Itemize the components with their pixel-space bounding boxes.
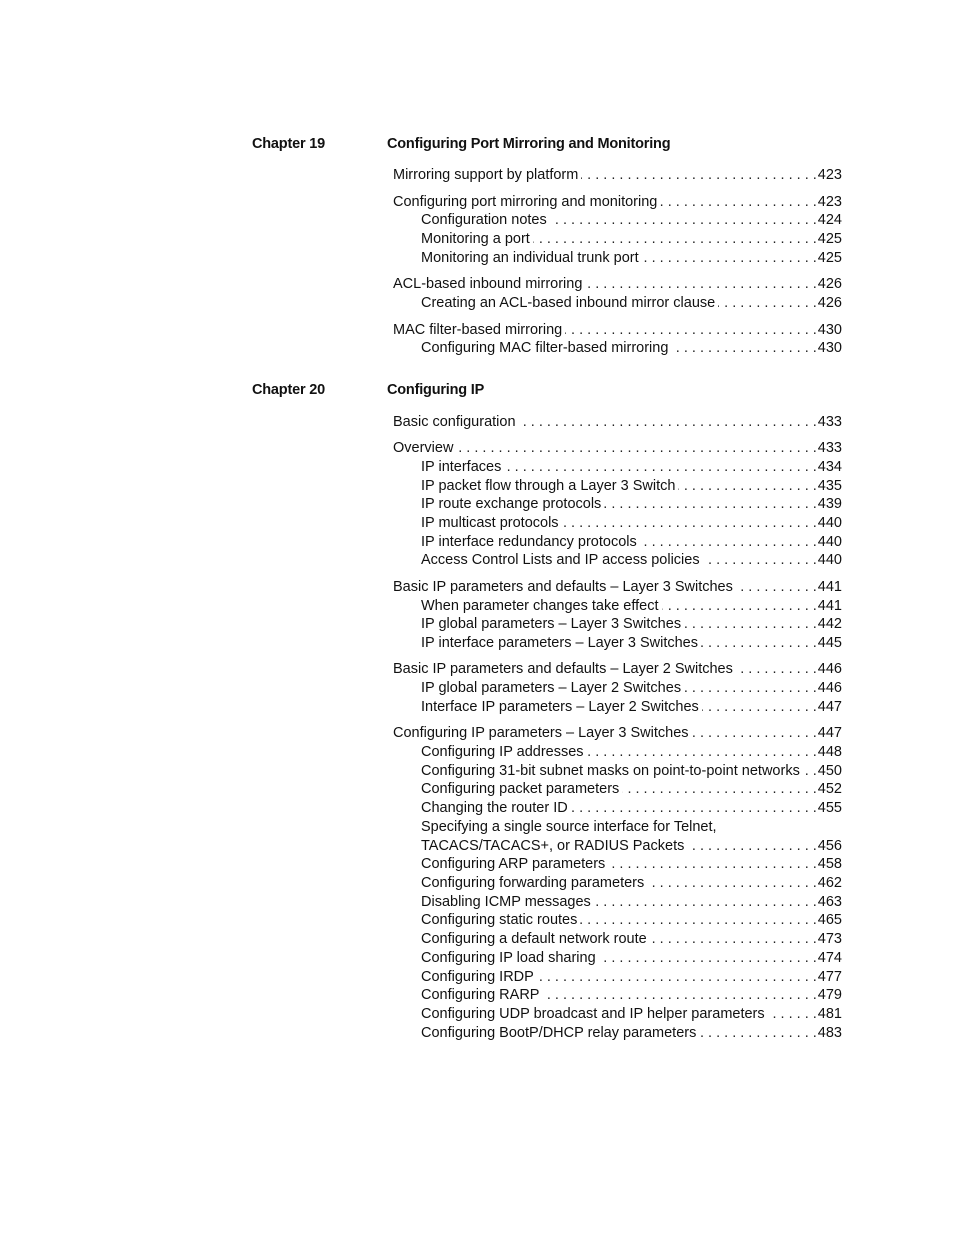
toc-leader-dots bbox=[594, 893, 817, 912]
toc-entry[interactable] bbox=[393, 413, 842, 432]
toc-page-number: 435 bbox=[817, 478, 842, 494]
toc-entry-text: IP multicast protocols bbox=[421, 515, 559, 531]
toc-leader-dots bbox=[692, 724, 817, 743]
toc-entry-text: Configuring IP parameters – Layer 3 Switches bbox=[393, 725, 689, 741]
toc-page-number: 424 bbox=[817, 212, 842, 228]
chapter-label: Chapter 20 bbox=[252, 382, 325, 398]
toc-entry[interactable] bbox=[421, 458, 842, 477]
toc-leader-dots bbox=[587, 743, 817, 762]
toc-leader-dots bbox=[585, 275, 816, 294]
toc-entry[interactable] bbox=[421, 339, 842, 358]
toc-entry[interactable] bbox=[421, 597, 842, 616]
toc-entry[interactable] bbox=[421, 930, 842, 949]
toc-entry-text: Mirroring support by platform bbox=[393, 167, 579, 183]
toc-entry-text: Configuring forwarding parameters bbox=[421, 875, 645, 891]
toc-page-number: 434 bbox=[817, 459, 842, 475]
toc-entry-text: Configuration notes bbox=[421, 212, 547, 228]
toc-page-number: 445 bbox=[817, 635, 842, 651]
toc-entry-text: IP interface parameters – Layer 3 Switches bbox=[421, 635, 698, 651]
toc-entry-text: Monitoring an individual trunk port bbox=[421, 250, 639, 266]
toc-entry-text: Configuring BootP/DHCP relay parameters bbox=[421, 1025, 697, 1041]
toc-entry[interactable] bbox=[421, 837, 842, 856]
toc-page-number: 452 bbox=[817, 781, 842, 797]
toc-entry[interactable] bbox=[393, 275, 842, 294]
toc-leader-dots bbox=[504, 458, 816, 477]
toc-leader-dots bbox=[660, 193, 816, 212]
toc-leader-dots bbox=[803, 762, 817, 781]
toc-entry[interactable] bbox=[421, 679, 842, 698]
toc-entry-text: Creating an ACL-based inbound mirror clause bbox=[421, 295, 716, 311]
toc-entry[interactable] bbox=[421, 615, 842, 634]
toc-page-number: 426 bbox=[817, 276, 842, 292]
toc-entry-text: Basic IP parameters and defaults – Layer 3 Switches bbox=[393, 579, 733, 595]
toc-leader-dots bbox=[642, 249, 817, 268]
toc-leader-dots bbox=[702, 698, 817, 717]
toc-entry-text: ACL-based inbound mirroring bbox=[393, 276, 583, 292]
toc-entry[interactable] bbox=[421, 1024, 842, 1043]
toc-entry-text: Configuring IP load sharing bbox=[421, 950, 596, 966]
toc-page-number: 442 bbox=[817, 616, 842, 632]
toc-entry[interactable] bbox=[421, 743, 842, 762]
toc-entry[interactable] bbox=[421, 634, 842, 653]
toc-page-number: 450 bbox=[817, 763, 842, 779]
toc-page-number: 440 bbox=[817, 552, 842, 568]
toc-leader-dots bbox=[640, 533, 817, 552]
toc-entry-text-continued[interactable]: Specifying a single source interface for Telnet, bbox=[421, 819, 717, 835]
toc-entry-text: IP interfaces bbox=[421, 459, 502, 475]
toc-entry-text: IP route exchange protocols bbox=[421, 496, 602, 512]
chapter-label: Chapter 19 bbox=[252, 136, 325, 152]
toc-entry-text: IP interface redundancy protocols bbox=[421, 534, 637, 550]
toc-entry-text: When parameter changes take effect bbox=[421, 598, 659, 614]
toc-page-number: 441 bbox=[817, 579, 842, 595]
toc-entry-text: Configuring static routes bbox=[421, 912, 578, 928]
toc-leader-dots bbox=[650, 930, 817, 949]
toc-entry[interactable] bbox=[421, 762, 842, 781]
toc-leader-dots bbox=[581, 166, 816, 185]
toc-page-number: 479 bbox=[817, 987, 842, 1003]
toc-page-number: 446 bbox=[817, 680, 842, 696]
toc-entry[interactable] bbox=[393, 660, 842, 679]
toc-leader-dots bbox=[599, 949, 817, 968]
toc-page-number: 483 bbox=[817, 1025, 842, 1041]
toc-page-number: 455 bbox=[817, 800, 842, 816]
toc-entry[interactable] bbox=[421, 533, 842, 552]
toc-entry-text: TACACS/TACACS+, or RADIUS Packets bbox=[421, 838, 685, 854]
toc-page-number: 447 bbox=[817, 699, 842, 715]
toc-entry-text: Configuring IRDP bbox=[421, 969, 534, 985]
toc-entry[interactable] bbox=[421, 1005, 842, 1024]
chapter-title: Configuring IP bbox=[387, 382, 485, 398]
toc-entry-text: Basic IP parameters and defaults – Layer 2 Switches bbox=[393, 661, 733, 677]
toc-entry-text: Configuring port mirroring and monitoring bbox=[393, 194, 658, 210]
toc-page-number: 447 bbox=[817, 725, 842, 741]
toc-leader-dots bbox=[533, 230, 817, 249]
toc-entry[interactable] bbox=[421, 551, 842, 570]
toc-page-number: 425 bbox=[817, 231, 842, 247]
toc-page-number: 433 bbox=[817, 440, 842, 456]
toc-leader-dots bbox=[678, 477, 816, 496]
toc-page-number: 465 bbox=[817, 912, 842, 928]
toc-leader-dots bbox=[684, 615, 817, 634]
toc-entry-text: Configuring a default network route bbox=[421, 931, 647, 947]
toc-leader-dots bbox=[703, 551, 817, 570]
toc-page-number: 481 bbox=[817, 1006, 842, 1022]
toc-entry[interactable] bbox=[421, 211, 842, 230]
toc-entry[interactable] bbox=[421, 477, 842, 496]
toc-page-number: 473 bbox=[817, 931, 842, 947]
toc-page-number: 433 bbox=[817, 414, 842, 430]
toc-entry-text: IP global parameters – Layer 2 Switches bbox=[421, 680, 682, 696]
toc-page-number: 423 bbox=[817, 167, 842, 183]
toc-leader-dots bbox=[562, 514, 817, 533]
toc-page-number: 439 bbox=[817, 496, 842, 512]
toc-leader-dots bbox=[662, 597, 817, 616]
toc-entry-text: Disabling ICMP messages bbox=[421, 894, 591, 910]
toc-page-number: 474 bbox=[817, 950, 842, 966]
toc-leader-dots bbox=[537, 968, 817, 987]
toc-entry[interactable] bbox=[393, 578, 842, 597]
toc-entry-text: IP packet flow through a Layer 3 Switch bbox=[421, 478, 676, 494]
toc-page-number: 446 bbox=[817, 661, 842, 677]
toc-entry[interactable] bbox=[421, 893, 842, 912]
toc-page-number: 423 bbox=[817, 194, 842, 210]
toc-page-number: 426 bbox=[817, 295, 842, 311]
toc-entry-text: Configuring IP addresses bbox=[421, 744, 584, 760]
toc-entry-text: IP global parameters – Layer 3 Switches bbox=[421, 616, 682, 632]
toc-leader-dots bbox=[550, 211, 817, 230]
toc-entry-text: Configuring packet parameters bbox=[421, 781, 620, 797]
toc-entry-text: Basic configuration bbox=[393, 414, 516, 430]
toc-entry-text: Configuring MAC filter-based mirroring bbox=[421, 340, 669, 356]
toc-leader-dots bbox=[684, 679, 817, 698]
toc-page-number: 440 bbox=[817, 515, 842, 531]
toc-page-number: 477 bbox=[817, 969, 842, 985]
toc-entry[interactable] bbox=[421, 249, 842, 268]
toc-entry[interactable] bbox=[421, 855, 842, 874]
toc-entry-text: Overview bbox=[393, 440, 454, 456]
toc-page-number: 430 bbox=[817, 340, 842, 356]
toc-entry-text: Monitoring a port bbox=[421, 231, 530, 247]
toc-page-number: 440 bbox=[817, 534, 842, 550]
toc-leader-dots bbox=[580, 911, 816, 930]
toc-leader-dots bbox=[687, 837, 816, 856]
toc-entry[interactable] bbox=[421, 986, 842, 1005]
toc-entry[interactable] bbox=[421, 874, 842, 893]
toc-leader-dots bbox=[456, 439, 816, 458]
toc-page-number: 430 bbox=[817, 322, 842, 338]
toc-page-number: 456 bbox=[817, 838, 842, 854]
toc-entry[interactable] bbox=[393, 724, 842, 743]
toc-page-number: 425 bbox=[817, 250, 842, 266]
toc-leader-dots bbox=[736, 578, 817, 597]
toc-page-number: 448 bbox=[817, 744, 842, 760]
toc-entry[interactable] bbox=[421, 294, 842, 313]
toc-entry[interactable] bbox=[421, 780, 842, 799]
toc-leader-dots bbox=[604, 495, 817, 514]
toc-entry[interactable] bbox=[421, 968, 842, 987]
toc-leader-dots bbox=[701, 634, 817, 653]
toc-leader-dots bbox=[565, 321, 817, 340]
toc-entry[interactable] bbox=[393, 193, 842, 212]
toc-leader-dots bbox=[608, 855, 816, 874]
toc-leader-dots bbox=[718, 294, 817, 313]
toc-entry[interactable] bbox=[421, 514, 842, 533]
chapter-title: Configuring Port Mirroring and Monitoring bbox=[387, 136, 671, 152]
toc-entry[interactable] bbox=[393, 439, 842, 458]
toc-entry[interactable] bbox=[421, 230, 842, 249]
toc-entry-text: Configuring RARP bbox=[421, 987, 540, 1003]
toc-entry-text: Interface IP parameters – Layer 2 Switches bbox=[421, 699, 699, 715]
toc-entry-text: MAC filter-based mirroring bbox=[393, 322, 563, 338]
toc-page-number: 463 bbox=[817, 894, 842, 910]
toc-leader-dots bbox=[736, 660, 817, 679]
toc-leader-dots bbox=[622, 780, 817, 799]
toc-leader-dots bbox=[571, 799, 817, 818]
toc-entry[interactable] bbox=[393, 321, 842, 340]
toc-page-number: 441 bbox=[817, 598, 842, 614]
toc-leader-dots bbox=[519, 413, 817, 432]
toc-entry-text: Configuring UDP broadcast and IP helper parameters bbox=[421, 1006, 765, 1022]
toc-entry[interactable] bbox=[421, 495, 842, 514]
toc-entry-text: Configuring ARP parameters bbox=[421, 856, 606, 872]
toc-entry-text: Access Control Lists and IP access policies bbox=[421, 552, 700, 568]
toc-leader-dots bbox=[768, 1005, 817, 1024]
toc-leader-dots bbox=[647, 874, 817, 893]
toc-page-number: 462 bbox=[817, 875, 842, 891]
toc-entry[interactable] bbox=[421, 949, 842, 968]
toc-entry[interactable] bbox=[393, 166, 842, 185]
toc-leader-dots bbox=[671, 339, 816, 358]
toc-leader-dots bbox=[542, 986, 816, 1005]
toc-entry-text: Configuring 31-bit subnet masks on point-to-point networks bbox=[421, 763, 800, 779]
toc-entry[interactable] bbox=[421, 698, 842, 717]
toc-entry-text: Changing the router ID bbox=[421, 800, 568, 816]
toc-entry[interactable] bbox=[421, 911, 842, 930]
toc-leader-dots bbox=[699, 1024, 816, 1043]
toc-page-number: 458 bbox=[817, 856, 842, 872]
toc-entry[interactable] bbox=[421, 799, 842, 818]
